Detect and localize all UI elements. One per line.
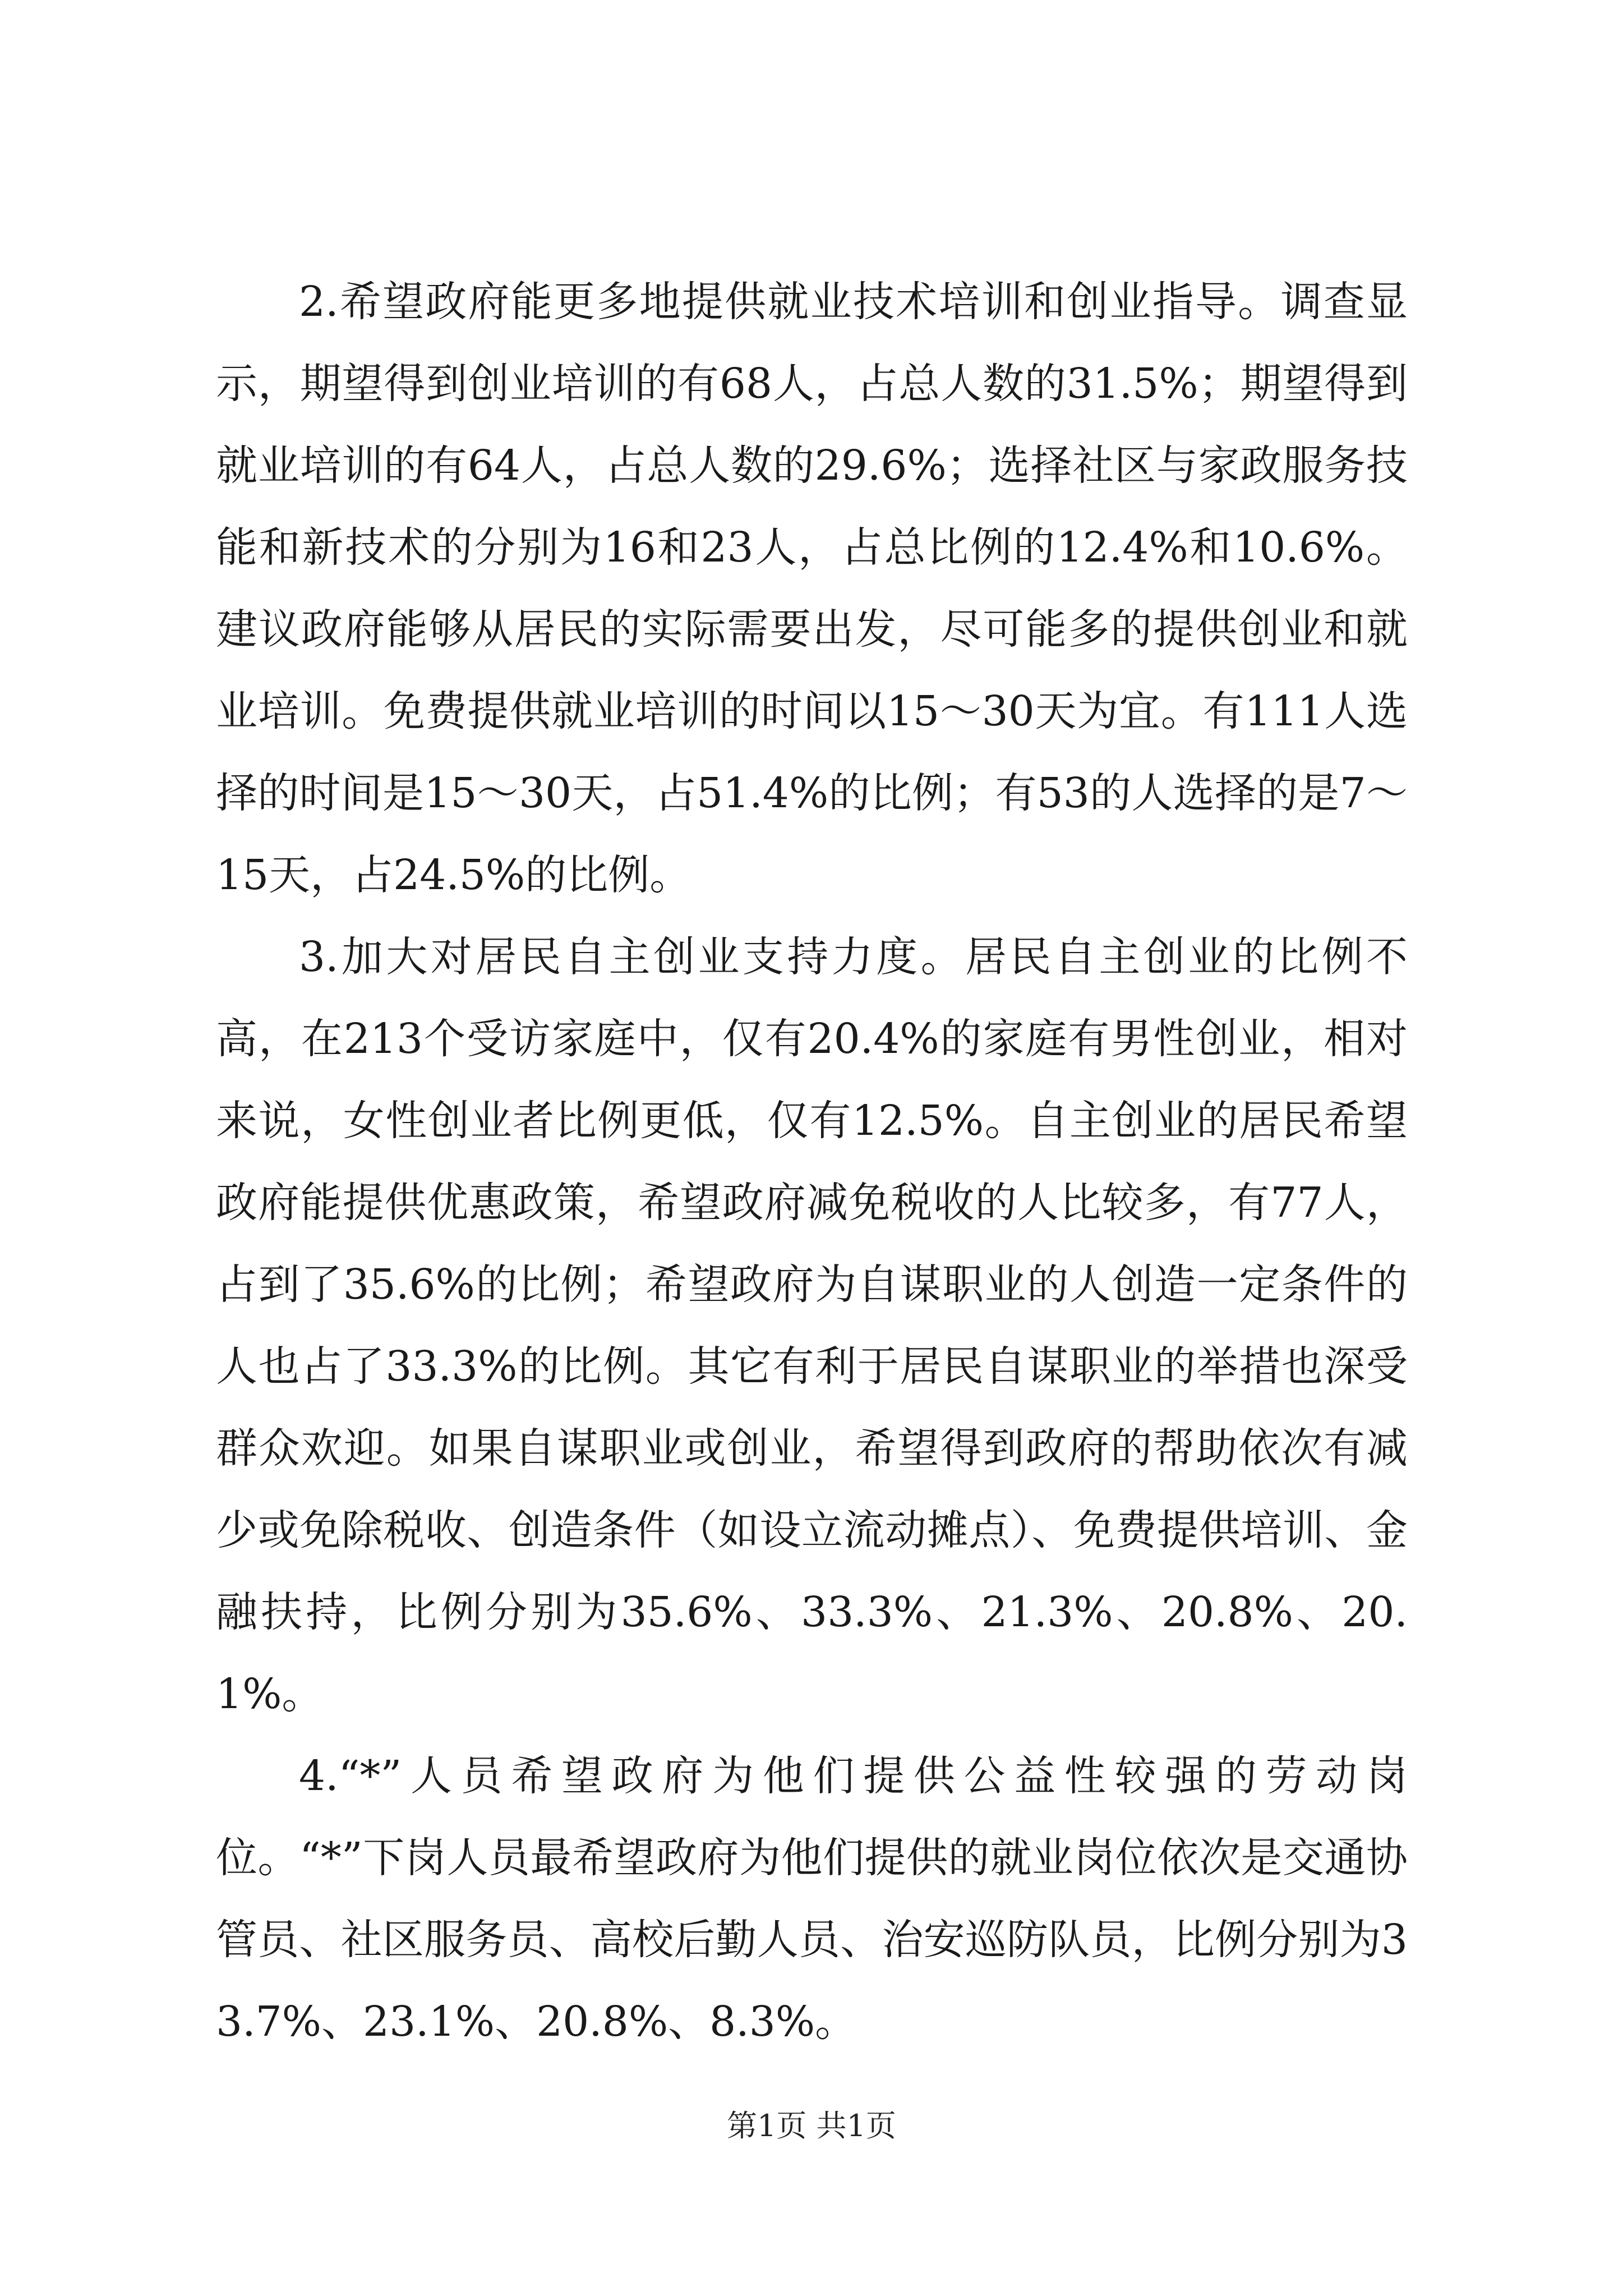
document-body [216, 261, 1408, 2063]
paragraph-2: 2.希望政府能更多地提供就业技术培训和创业指导。调查显示，期望得到创业培训的有68人，占总人数的31.5%；期望得到就业培训的有64人，占总人数的29.6%；选择社区与家政服务技能和新技术的分别为16和23人，占总比例的12.4%和10.6%。建议政府能够从居民的实际需要出发，尽可能多的提供创业和就业培训。免费提供就业培训的时间以15～30天为宜。有111人选择的时间是15～30天，占51.4%的比例；有53的人选择的是7～15天，占24.5%的比例。 [216, 278, 1408, 899]
page-footer: 第1页 共1页 [727, 2108, 896, 2143]
paragraph-3: 3.加大对居民自主创业支持力度。居民自主创业的比例不高，在213个受访家庭中，仅有20.4%的家庭有男性创业，相对来说，女性创业者比例更低，仅有12.5%。自主创业的居民希望政府能提供优惠政策，希望政府减免税收的人比较多，有77人，占到了35.6%的比例；希望政府为自谋职业的人创造一定条件的人也占了33.3%的比例。其它有利于居民自谋职业的举措也深受群众欢迎。如果自谋职业或创业，希望得到政府的帮助依次有减少或免除税收、创造条件（如设立流动摊点）、免费提供培训、金融扶持，比例分别为35.6%、33.3%、21.3%、20.8%、20.1%。 [216, 933, 1408, 1718]
paragraph-4: 4.“*”人员希望政府为他们提供公益性较强的劳动岗位。“*”下岗人员最希望政府为他们提供的就业岗位依次是交通协管员、社区服务员、高校后勤人员、治安巡防队员，比例分别为33.7%、23.1%、20.8%、8.3%。 [216, 1752, 1408, 2046]
